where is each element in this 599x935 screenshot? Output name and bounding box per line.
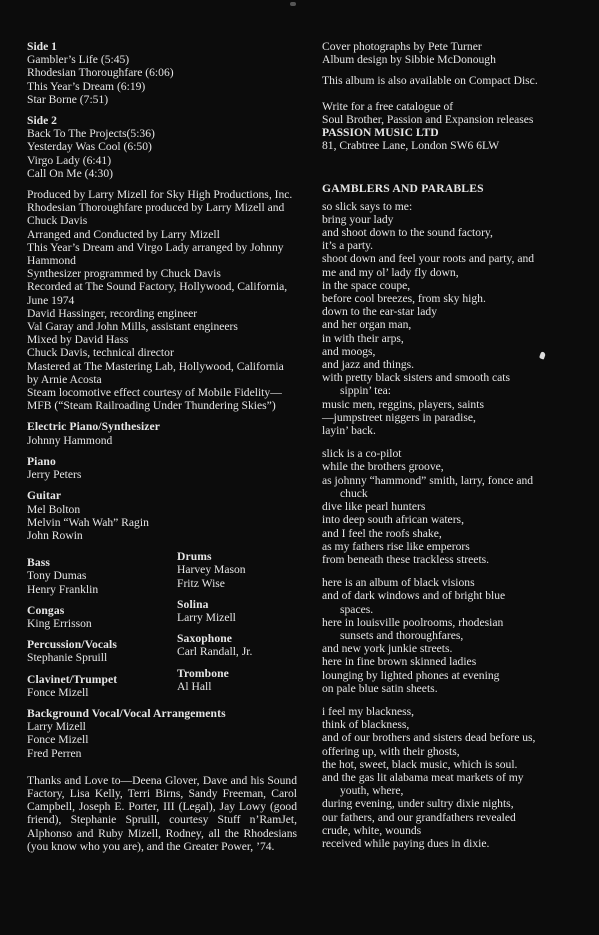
poem-line: as my fathers rise like emperors: [322, 539, 470, 553]
credit-line: Chuck Davis, technical director: [27, 346, 174, 360]
cover-credits: [322, 40, 594, 66]
personnel-trombone: [177, 667, 297, 693]
track: Back To The Projects(5:36): [27, 127, 155, 141]
credit-line: Produced by Larry Mizell for Sky High Productions, Inc.: [27, 188, 293, 202]
poem-line: —jumpstreet niggers in paradise,: [322, 410, 476, 424]
cd-notice: [322, 74, 594, 87]
poem-line: on pale blue satin sheets.: [322, 681, 438, 695]
catalogue-line: Write for a free catalogue of: [322, 99, 454, 113]
role-heading: Clavinet/Trumpet: [27, 672, 118, 686]
thanks-paragraph: Thanks and Love to—Deena Glover, Dave and his Sound Factory, Lisa Kelly, Terri Birns, Sandy Freeman, Carol Campbell, Joseph E. Porter, III (Legal), Jay Lowy (good friend), Stephanie Spruill, courtesy Stuff n’RamJet, Alphonso and Ruby Mizell, Rodney, all the Rhodesians (you know who you are), and the Greater Power, ’74.: [27, 773, 297, 853]
personnel-solina: [177, 598, 297, 624]
poem-line: in the space coupe,: [322, 278, 411, 292]
track: Star Borne (7:51): [27, 92, 109, 106]
poem-line: the hot, sweet, black music, which is soul.: [322, 757, 518, 771]
credit-line: Synthesizer programmed by Chuck Davis: [27, 267, 221, 281]
poem-line: so slick says to me:: [322, 199, 413, 213]
poem-line: dive like pearl hunters: [322, 500, 426, 514]
musician-name: Fonce Mizell: [27, 685, 89, 699]
poem-line: sunsets and thoroughfares,: [340, 628, 464, 642]
musician-name: Harvey Mason: [177, 563, 246, 577]
personnel-saxophone: [177, 632, 297, 658]
poem-line: here is an album of black visions: [322, 576, 475, 590]
personnel-electric-piano: [27, 420, 297, 446]
side-1-heading: Side 1: [27, 40, 57, 53]
role-heading: Solina: [177, 597, 209, 611]
side-2-heading: Side 2: [27, 114, 57, 128]
musician-name: Carl Randall, Jr.: [177, 645, 253, 659]
poem-line: here in louisville poolrooms, rhodesian: [322, 615, 504, 629]
poem-stanza: [322, 705, 594, 850]
poem-line: offering up, with their ghosts,: [322, 744, 460, 758]
musician-name: Larry Mizell: [27, 720, 86, 734]
poem-line: as johnny “hammond” smith, larry, fonce and: [322, 473, 534, 487]
poem-line: and the gas lit alabama meat markets of my: [322, 770, 524, 784]
personnel-guitar: [27, 489, 297, 542]
credit-line: Val Garay and John Mills, assistant engineers: [27, 320, 238, 334]
left-column: [27, 40, 297, 861]
track: Yesterday Was Cool (6:50): [27, 140, 152, 154]
credit-line: Mastered at The Mastering Lab, Hollywood, California by Arnie Acosta: [27, 359, 284, 386]
credit-line: Arranged and Conducted by Larry Mizell: [27, 227, 220, 241]
role-heading: Congas: [27, 603, 65, 617]
poem-line: and of dark windows and of bright blue: [322, 589, 506, 603]
personnel-congas: [27, 604, 177, 630]
production-credits: [27, 188, 297, 412]
poem-line: and jazz and things.: [322, 358, 415, 372]
poem-line: and moogs,: [322, 344, 376, 358]
side-2-tracklist: [27, 114, 297, 180]
personnel-drums: [177, 550, 297, 590]
poem-line: layin’ back.: [322, 424, 376, 438]
poem-body: [322, 200, 594, 851]
personnel-background-vocals: [27, 707, 297, 760]
poem-line: before cool breezes, from sky high.: [322, 292, 486, 306]
credit-line: Mixed by David Hass: [27, 333, 129, 347]
poem-line: sippin’ tea:: [340, 384, 391, 398]
musician-name: Fonce Mizell: [27, 733, 89, 747]
poem-line: youth, where,: [340, 784, 404, 798]
poem-line: think of blackness,: [322, 718, 410, 732]
musician-name: Fritz Wise: [177, 576, 225, 590]
track: Rhodesian Thoroughfare (6:06): [27, 66, 174, 80]
credit-line: This Year’s Dream and Virgo Lady arranged by Johnny Hammond: [27, 240, 284, 268]
poem-line: lounging by lighted phones at evening: [322, 668, 500, 682]
musician-name: Johnny Hammond: [27, 433, 113, 447]
role-heading: Piano: [27, 454, 56, 468]
credit-line: David Hassinger, recording engineer: [27, 306, 198, 320]
poem-line: music men, reggins, players, saints: [322, 397, 484, 411]
poem-stanza: [322, 447, 594, 566]
credit-line: Rhodesian Thoroughfare produced by Larry Mizell and Chuck Davis: [27, 201, 285, 228]
musician-name: Stephanie Spruill: [27, 651, 108, 665]
poem-line: during evening, under sultry dixie nights,: [322, 797, 514, 811]
track: Call On Me (4:30): [27, 166, 113, 180]
poem-line: from beneath these trackless streets.: [322, 552, 490, 566]
role-heading: Saxophone: [177, 632, 233, 646]
poem-line: it’s a party.: [322, 239, 374, 253]
cd-availability: This album is also available on Compact Disc.: [322, 74, 538, 88]
print-speck: [290, 2, 296, 6]
role-heading: Drums: [177, 550, 212, 564]
poem-line: in with their arps,: [322, 331, 404, 345]
personnel-bass: [27, 556, 177, 596]
musician-name: Tony Dumas: [27, 569, 87, 583]
poem-line: received while paying dues in dixie.: [322, 836, 490, 850]
poem-line: while the brothers groove,: [322, 460, 444, 474]
side-1-tracklist: [27, 40, 297, 106]
label-address: 81, Crabtree Lane, London SW6 6LW: [322, 139, 500, 153]
poem-line: our fathers, and our grandfathers revealed: [322, 810, 516, 824]
poem-line: into deep south african waters,: [322, 513, 464, 527]
role-heading: Percussion/Vocals: [27, 638, 117, 652]
personnel-percussion: [27, 638, 177, 664]
credit-line: Steam locomotive effect courtesy of Mobile Fidelity—MFB (“Steam Railroading Under Thundering Skies”): [27, 386, 282, 413]
role-heading: Background Vocal/Vocal Arrangements: [27, 706, 226, 720]
musician-name: Melvin “Wah Wah” Ragin: [27, 515, 149, 529]
poem-line: with pretty black sisters and smooth cats: [322, 371, 511, 385]
musician-name: Larry Mizell: [177, 610, 236, 624]
personnel-clavinet: [27, 673, 177, 699]
role-heading: Guitar: [27, 489, 62, 503]
musician-name: Jerry Peters: [27, 468, 82, 482]
poem-title: GAMBLERS AND PARABLES: [322, 182, 484, 196]
poem-line: bring your lady: [322, 212, 394, 226]
poem-line: me and my ol’ lady fly down,: [322, 265, 459, 279]
track: This Year’s Dream (6:19): [27, 79, 146, 93]
personnel-grid: [27, 550, 297, 707]
poem-line: i feel my blackness,: [322, 704, 415, 718]
catalogue-notice: [322, 100, 594, 153]
label-name: PASSION MUSIC LTD: [322, 126, 439, 140]
musician-name: Fred Perren: [27, 746, 82, 760]
role-heading: Bass: [27, 556, 50, 570]
poem-line: and her organ man,: [322, 318, 412, 332]
catalogue-line: Soul Brother, Passion and Expansion releases: [322, 112, 534, 126]
cover-photo-credit: Cover photographs by Pete Turner: [322, 40, 482, 53]
poem-line: slick is a co-pilot: [322, 447, 402, 461]
credit-line: Recorded at The Sound Factory, Hollywood, California, June 1974: [27, 280, 288, 307]
right-column: [322, 40, 594, 860]
track: Gambler’s Life (5:45): [27, 53, 130, 67]
poem-line: spaces.: [340, 602, 374, 616]
album-design-credit: Album design by Sibbie McDonough: [322, 53, 496, 67]
musician-name: Al Hall: [177, 679, 212, 693]
poem-line: and shoot down to the sound factory,: [322, 226, 493, 240]
poem-line: chuck: [340, 486, 368, 500]
role-heading: Electric Piano/Synthesizer: [27, 420, 161, 434]
poem-stanza: [322, 576, 594, 695]
poem-line: crude, white, wounds: [322, 823, 422, 837]
poem-line: shoot down and feel your roots and party, and: [322, 252, 535, 266]
poem-line: down to the ear-star lady: [322, 305, 438, 319]
poem-line: here in fine brown skinned ladies: [322, 655, 477, 669]
poem-line: and of our brothers and sisters dead before us,: [322, 731, 536, 745]
musician-name: Mel Bolton: [27, 502, 81, 516]
musician-name: John Rowin: [27, 528, 83, 542]
track: Virgo Lady (6:41): [27, 153, 112, 167]
musician-name: Henry Franklin: [27, 582, 99, 596]
poem-stanza: [322, 200, 594, 438]
role-heading: Trombone: [177, 666, 229, 680]
poem-line: and new york junkie streets.: [322, 642, 453, 656]
poem-line: and I feel the roofs shake,: [322, 526, 442, 540]
musician-name: King Errisson: [27, 616, 92, 630]
personnel-piano: [27, 455, 297, 481]
